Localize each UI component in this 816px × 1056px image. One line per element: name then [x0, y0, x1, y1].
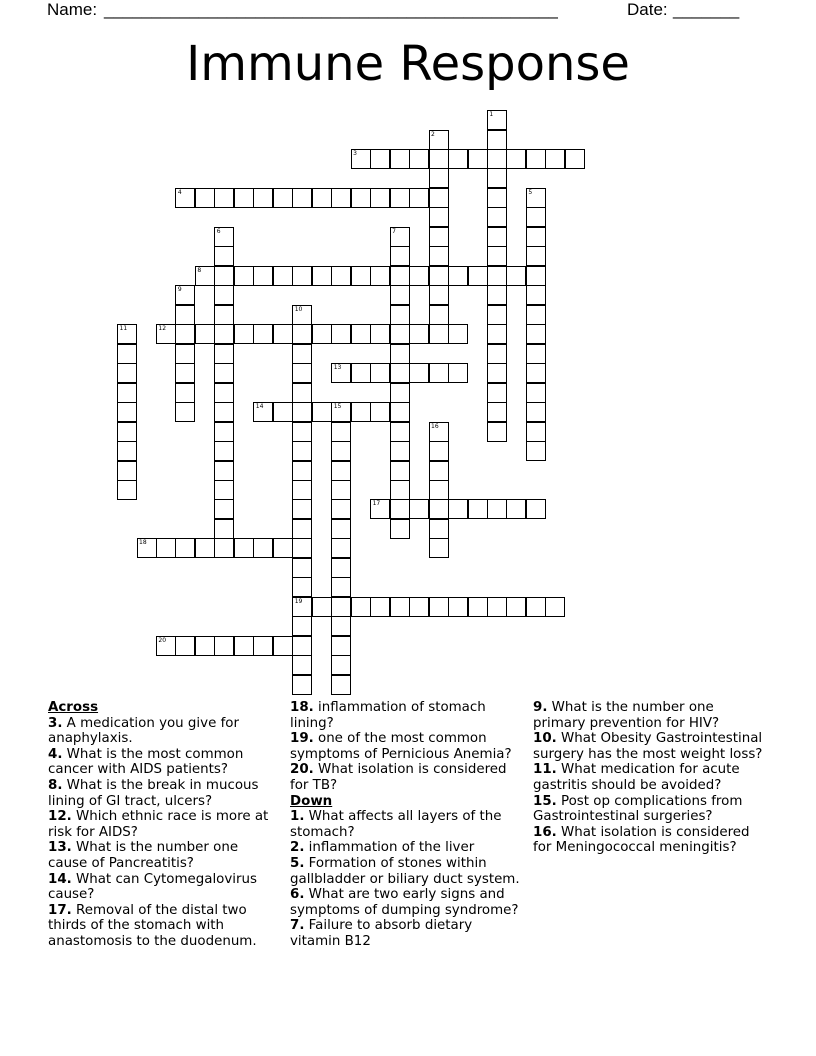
clue-item [533, 825, 763, 856]
across-clue-list-cont [290, 700, 520, 794]
clue-text: A medication you give for anaphylaxis. [48, 715, 239, 747]
clue-number: 4. [48, 746, 63, 762]
grid-cell[interactable] [409, 363, 429, 383]
grid-cell[interactable] [429, 538, 449, 558]
clue-number-label: 5 [528, 188, 533, 196]
clue-number: 19. [290, 731, 314, 747]
grid-cell[interactable] [370, 188, 390, 208]
grid-cell[interactable] [487, 168, 507, 188]
date-line: _______ [673, 0, 740, 19]
grid-cell[interactable] [487, 363, 507, 383]
grid-cell[interactable] [331, 441, 351, 461]
clue-number: 20. [290, 762, 314, 778]
clue-text: What are two early signs and symptoms of dumping syndrome? [290, 887, 519, 918]
clue-item [48, 840, 276, 871]
clue-text: inflammation of stomach lining? [290, 700, 486, 731]
grid-cell[interactable] [175, 324, 195, 344]
down-clue-list-cont [533, 700, 763, 856]
clue-column-2 [290, 700, 520, 950]
grid-cell[interactable] [390, 597, 410, 617]
grid-cell[interactable] [370, 597, 390, 617]
grid-cell[interactable] [526, 305, 546, 325]
clue-number: 5. [290, 855, 305, 871]
grid-cell[interactable] [526, 441, 546, 461]
grid-cell[interactable] [234, 324, 254, 344]
grid-cell[interactable] [214, 266, 234, 286]
grid-cell[interactable] [195, 538, 215, 558]
clue-number-label: 1 [489, 111, 494, 118]
grid-cell[interactable] [331, 422, 351, 442]
grid-cell[interactable] [331, 636, 351, 656]
grid-cell[interactable] [409, 266, 429, 286]
grid-cell[interactable] [214, 246, 234, 266]
clue-number: 11. [533, 762, 557, 778]
grid-cell[interactable] [331, 461, 351, 481]
grid-cell[interactable] [292, 616, 312, 636]
across-heading: Across [48, 700, 99, 715]
grid-cell[interactable] [292, 480, 312, 500]
grid-cell[interactable] [175, 636, 195, 656]
clue-item [290, 840, 520, 856]
grid-cell[interactable] [292, 461, 312, 481]
grid-cell[interactable] [429, 597, 449, 617]
grid-cell[interactable] [195, 188, 215, 208]
grid-cell[interactable] [390, 422, 410, 442]
grid-cell[interactable] [292, 655, 312, 675]
grid-cell[interactable] [292, 383, 312, 403]
grid-cell[interactable] [487, 227, 507, 247]
grid-cell[interactable] [468, 266, 488, 286]
grid-cell[interactable] [468, 149, 488, 169]
grid-cell[interactable] [214, 402, 234, 422]
grid-cell[interactable] [331, 188, 351, 208]
clue-number: 7. [290, 918, 305, 934]
clue-text: one of the most common symptoms of Pernicious Anemia? [290, 731, 512, 762]
grid-cell[interactable] [429, 305, 449, 325]
grid-cell[interactable] [506, 499, 526, 519]
grid-cell[interactable] [292, 538, 312, 558]
grid-cell[interactable] [292, 266, 312, 286]
grid-cell[interactable] [448, 597, 468, 617]
clue-number-label: 4 [177, 188, 182, 196]
grid-cell[interactable] [351, 188, 371, 208]
grid-cell[interactable] [390, 383, 410, 403]
grid-cell[interactable] [468, 597, 488, 617]
clue-text: Removal of the distal two thirds of the stomach with anastomosis to the duodenum. [48, 902, 257, 949]
grid-cell[interactable] [214, 363, 234, 383]
grid-cell[interactable] [292, 422, 312, 442]
grid-cell[interactable] [409, 149, 429, 169]
grid-cell[interactable] [195, 324, 215, 344]
grid-cell[interactable] [526, 227, 546, 247]
clue-number-label: 18 [139, 539, 147, 547]
grid-cell[interactable] [312, 597, 332, 617]
grid-cell[interactable] [487, 383, 507, 403]
clue-number: 2. [290, 840, 305, 856]
grid-cell[interactable] [390, 188, 410, 208]
grid-cell[interactable] [214, 344, 234, 364]
grid-cell[interactable] [390, 246, 410, 266]
clue-number: 14. [48, 871, 72, 887]
grid-cell[interactable] [487, 207, 507, 227]
grid-cell[interactable] [526, 383, 546, 403]
clue-item [533, 794, 763, 825]
grid-cell[interactable] [429, 441, 449, 461]
across-clue-list [48, 716, 276, 950]
grid-cell[interactable] [351, 402, 371, 422]
page-title: Immune Response [186, 36, 630, 92]
grid-cell[interactable] [117, 480, 137, 500]
clue-text: What can Cytomegalovirus cause? [48, 871, 257, 903]
grid-cell[interactable] [214, 383, 234, 403]
grid-cell[interactable] [409, 188, 429, 208]
clue-number: 8. [48, 777, 63, 793]
grid-cell[interactable] [390, 441, 410, 461]
grid-cell[interactable] [214, 499, 234, 519]
clue-item [533, 700, 763, 731]
down-clue-list [290, 809, 520, 949]
clue-number: 12. [48, 809, 72, 825]
grid-cell[interactable] [273, 188, 293, 208]
clue-item [48, 903, 276, 950]
grid-cell[interactable] [487, 285, 507, 305]
grid-cell[interactable] [175, 402, 195, 422]
clue-number-label: 17 [372, 500, 381, 508]
name-line: ________________________________________________ [104, 0, 558, 19]
grid-cell[interactable] [234, 538, 254, 558]
clue-item [290, 887, 520, 918]
grid-cell[interactable] [526, 324, 546, 344]
grid-cell[interactable] [214, 188, 234, 208]
grid-cell[interactable] [429, 149, 449, 169]
grid-cell[interactable] [409, 499, 429, 519]
grid-cell[interactable] [214, 285, 234, 305]
grid-cell[interactable] [214, 305, 234, 325]
clue-text: What is the number one primary prevention for HIV? [533, 700, 720, 731]
grid-cell[interactable] [351, 363, 371, 383]
down-heading: Down [290, 793, 333, 809]
clue-number-label: 19 [294, 597, 303, 605]
clue-number: 15. [533, 793, 557, 809]
clue-number: 6. [290, 887, 305, 903]
grid-cell[interactable] [429, 227, 449, 247]
grid-cell[interactable] [292, 519, 312, 539]
grid-cell[interactable] [506, 266, 526, 286]
grid-cell[interactable] [312, 266, 332, 286]
clue-number-label: 13 [333, 364, 342, 372]
grid-cell[interactable] [448, 324, 468, 344]
grid-cell[interactable] [370, 149, 390, 169]
grid-cell[interactable] [429, 480, 449, 500]
grid-cell[interactable] [292, 577, 312, 597]
grid-cell[interactable] [545, 597, 565, 617]
clue-text: What is the most common cancer with AIDS patients? [48, 746, 244, 778]
grid-cell[interactable] [214, 422, 234, 442]
clue-number: 10. [533, 731, 557, 747]
grid-cell[interactable] [292, 499, 312, 519]
clue-text: Failure to absorb dietary vitamin B12 [290, 918, 473, 949]
grid-cell[interactable] [331, 499, 351, 519]
clue-item [290, 700, 520, 731]
clue-text: What affects all layers of the stomach? [290, 809, 502, 840]
clue-text: Formation of stones within gallbladder or biliary duct system. [290, 855, 520, 887]
grid-cell[interactable] [487, 266, 507, 286]
grid-cell[interactable] [390, 305, 410, 325]
clue-number: 3. [48, 715, 63, 731]
grid-cell[interactable] [506, 597, 526, 617]
grid-cell[interactable] [175, 363, 195, 383]
clue-item [48, 778, 276, 809]
clue-number-label: 9 [177, 286, 182, 294]
grid-cell[interactable] [273, 402, 293, 422]
clue-item [48, 716, 276, 747]
grid-cell[interactable] [487, 305, 507, 325]
grid-cell[interactable] [487, 149, 507, 169]
grid-cell[interactable] [526, 363, 546, 383]
grid-cell[interactable] [370, 324, 390, 344]
clue-text: What is the break in mucous lining of GI tract, ulcers? [48, 777, 259, 809]
clue-item [290, 809, 520, 840]
grid-cell[interactable] [370, 266, 390, 286]
clue-number: 18. [290, 700, 314, 715]
grid-cell[interactable] [526, 402, 546, 422]
grid-cell[interactable] [331, 655, 351, 675]
grid-cell[interactable] [331, 558, 351, 578]
grid-cell[interactable] [117, 402, 137, 422]
grid-cell[interactable] [331, 324, 351, 344]
grid-cell[interactable] [175, 305, 195, 325]
clue-item [290, 856, 520, 887]
grid-cell[interactable] [292, 558, 312, 578]
grid-cell[interactable] [331, 538, 351, 558]
grid-cell[interactable] [409, 597, 429, 617]
clue-number-label: 15 [333, 403, 342, 410]
clue-text: Which ethnic race is more at risk for AIDS? [48, 809, 269, 840]
grid-cell[interactable] [253, 266, 273, 286]
grid-cell[interactable] [429, 246, 449, 266]
grid-cell[interactable] [390, 324, 410, 344]
grid-cell[interactable] [487, 130, 507, 150]
date-label: Date: [627, 0, 668, 19]
grid-cell[interactable] [273, 324, 293, 344]
grid-cell[interactable] [292, 441, 312, 461]
grid-cell[interactable] [312, 324, 332, 344]
clue-text: inflammation of the liver [308, 840, 475, 856]
grid-cell[interactable] [234, 188, 254, 208]
grid-cell[interactable] [487, 597, 507, 617]
clue-number-label: 6 [216, 227, 221, 235]
grid-cell[interactable] [545, 149, 565, 169]
grid-cell[interactable] [292, 324, 312, 344]
grid-cell[interactable] [312, 188, 332, 208]
grid-cell[interactable] [487, 402, 507, 422]
grid-cell[interactable] [429, 168, 449, 188]
clue-number: 1. [290, 809, 305, 825]
clue-item [290, 762, 520, 793]
grid-cell[interactable] [214, 480, 234, 500]
grid-cell[interactable] [195, 636, 215, 656]
clue-text: What is the number one cause of Pancreatitis? [48, 840, 239, 871]
grid-cell[interactable] [331, 675, 351, 695]
grid-cell[interactable] [214, 441, 234, 461]
grid-cell[interactable] [390, 461, 410, 481]
grid-cell[interactable] [253, 188, 273, 208]
clue-item [48, 747, 276, 778]
grid-cell[interactable] [292, 636, 312, 656]
grid-cell[interactable] [487, 324, 507, 344]
clue-text: What isolation is considered for Meningococcal meningitis? [533, 824, 750, 856]
clue-column-1 [48, 700, 276, 950]
clue-number-label: 16 [431, 422, 439, 430]
grid-cell[interactable] [448, 266, 468, 286]
clue-number-label: 3 [353, 149, 357, 157]
grid-cell[interactable] [214, 324, 234, 344]
clue-item [533, 731, 763, 762]
grid-cell[interactable] [526, 285, 546, 305]
grid-cell[interactable] [273, 266, 293, 286]
grid-cell[interactable] [351, 266, 371, 286]
grid-cell[interactable] [117, 383, 137, 403]
grid-cell[interactable] [526, 597, 546, 617]
grid-cell[interactable] [175, 538, 195, 558]
grid-cell[interactable] [448, 149, 468, 169]
grid-cell[interactable] [390, 402, 410, 422]
grid-cell[interactable] [292, 188, 312, 208]
grid-cell[interactable] [429, 499, 449, 519]
grid-cell[interactable] [390, 266, 410, 286]
grid-cell[interactable] [117, 441, 137, 461]
grid-cell[interactable] [234, 266, 254, 286]
name-label: Name: [47, 0, 98, 19]
grid-cell[interactable] [214, 461, 234, 481]
grid-cell[interactable] [429, 285, 449, 305]
grid-cell[interactable] [429, 363, 449, 383]
grid-cell[interactable] [468, 499, 488, 519]
grid-cell[interactable] [487, 344, 507, 364]
grid-cell[interactable] [565, 149, 585, 169]
grid-cell[interactable] [117, 363, 137, 383]
clue-number-label: 2 [431, 130, 435, 138]
grid-cell[interactable] [234, 636, 254, 656]
grid-cell[interactable] [390, 344, 410, 364]
grid-cell[interactable] [526, 422, 546, 442]
grid-cell[interactable] [487, 188, 507, 208]
grid-cell[interactable] [390, 499, 410, 519]
clue-number: 9. [533, 700, 548, 715]
grid-cell[interactable] [331, 266, 351, 286]
grid-cell[interactable] [117, 422, 137, 442]
grid-cell[interactable] [526, 499, 546, 519]
clue-column-3 [533, 700, 763, 856]
grid-cell[interactable] [292, 363, 312, 383]
grid-cell[interactable] [214, 519, 234, 539]
clue-number-label: 11 [119, 325, 128, 333]
grid-cell[interactable] [214, 538, 234, 558]
grid-cell[interactable] [506, 149, 526, 169]
clue-number-label: 20 [158, 636, 167, 644]
grid-cell[interactable] [526, 149, 546, 169]
grid-cell[interactable] [487, 499, 507, 519]
clue-text: What Obesity Gastrointestinal surgery has the most weight loss? [533, 731, 763, 762]
grid-cell[interactable] [331, 480, 351, 500]
grid-cell[interactable] [448, 499, 468, 519]
grid-cell[interactable] [390, 149, 410, 169]
clue-item [48, 809, 276, 840]
grid-cell[interactable] [351, 324, 371, 344]
grid-cell[interactable] [312, 402, 332, 422]
grid-cell[interactable] [351, 597, 371, 617]
grid-cell[interactable] [370, 402, 390, 422]
grid-cell[interactable] [117, 344, 137, 364]
clue-item [533, 762, 763, 793]
grid-cell[interactable] [526, 266, 546, 286]
clue-number-label: 12 [158, 325, 167, 333]
grid-cell[interactable] [390, 480, 410, 500]
grid-cell[interactable] [487, 422, 507, 442]
grid-cell[interactable] [175, 383, 195, 403]
grid-cell[interactable] [390, 285, 410, 305]
grid-cell[interactable] [292, 344, 312, 364]
grid-cell[interactable] [526, 246, 546, 266]
grid-cell[interactable] [429, 207, 449, 227]
clue-number: 13. [48, 840, 72, 856]
grid-cell[interactable] [370, 363, 390, 383]
grid-cell[interactable] [448, 363, 468, 383]
clue-number-label: 7 [392, 227, 396, 235]
grid-cell[interactable] [253, 636, 273, 656]
grid-cell[interactable] [331, 519, 351, 539]
clue-item [290, 731, 520, 762]
clue-item [290, 918, 520, 949]
clue-text: What isolation is considered for TB? [290, 762, 507, 793]
clue-text: Post op complications from Gastrointestinal surgeries? [533, 793, 743, 825]
clue-number: 17. [48, 902, 72, 918]
grid-cell[interactable] [253, 324, 273, 344]
grid-cell[interactable] [292, 675, 312, 695]
grid-cell[interactable] [214, 636, 234, 656]
grid-cell[interactable] [331, 577, 351, 597]
grid-cell[interactable] [331, 616, 351, 636]
grid-cell[interactable] [429, 266, 449, 286]
grid-cell[interactable] [390, 363, 410, 383]
grid-cell[interactable] [487, 246, 507, 266]
grid-cell[interactable] [429, 461, 449, 481]
clue-number-label: 14 [255, 403, 264, 410]
grid-cell[interactable] [292, 402, 312, 422]
clue-number-label: 10 [294, 305, 303, 313]
grid-cell[interactable] [331, 597, 351, 617]
grid-cell[interactable] [390, 519, 410, 539]
grid-cell[interactable] [117, 461, 137, 481]
grid-cell[interactable] [273, 538, 293, 558]
grid-cell[interactable] [273, 636, 293, 656]
clue-number: 16. [533, 824, 557, 840]
grid-cell[interactable] [429, 519, 449, 539]
grid-cell[interactable] [175, 344, 195, 364]
grid-cell[interactable] [429, 324, 449, 344]
clue-text: What medication for acute gastritis should be avoided? [533, 762, 740, 793]
grid-cell[interactable] [526, 207, 546, 227]
grid-cell[interactable] [429, 188, 449, 208]
grid-cell[interactable] [526, 344, 546, 364]
clue-number-label: 8 [197, 266, 202, 274]
grid-cell[interactable] [156, 538, 176, 558]
grid-cell[interactable] [409, 324, 429, 344]
clue-item [48, 872, 276, 903]
grid-cell[interactable] [253, 538, 273, 558]
